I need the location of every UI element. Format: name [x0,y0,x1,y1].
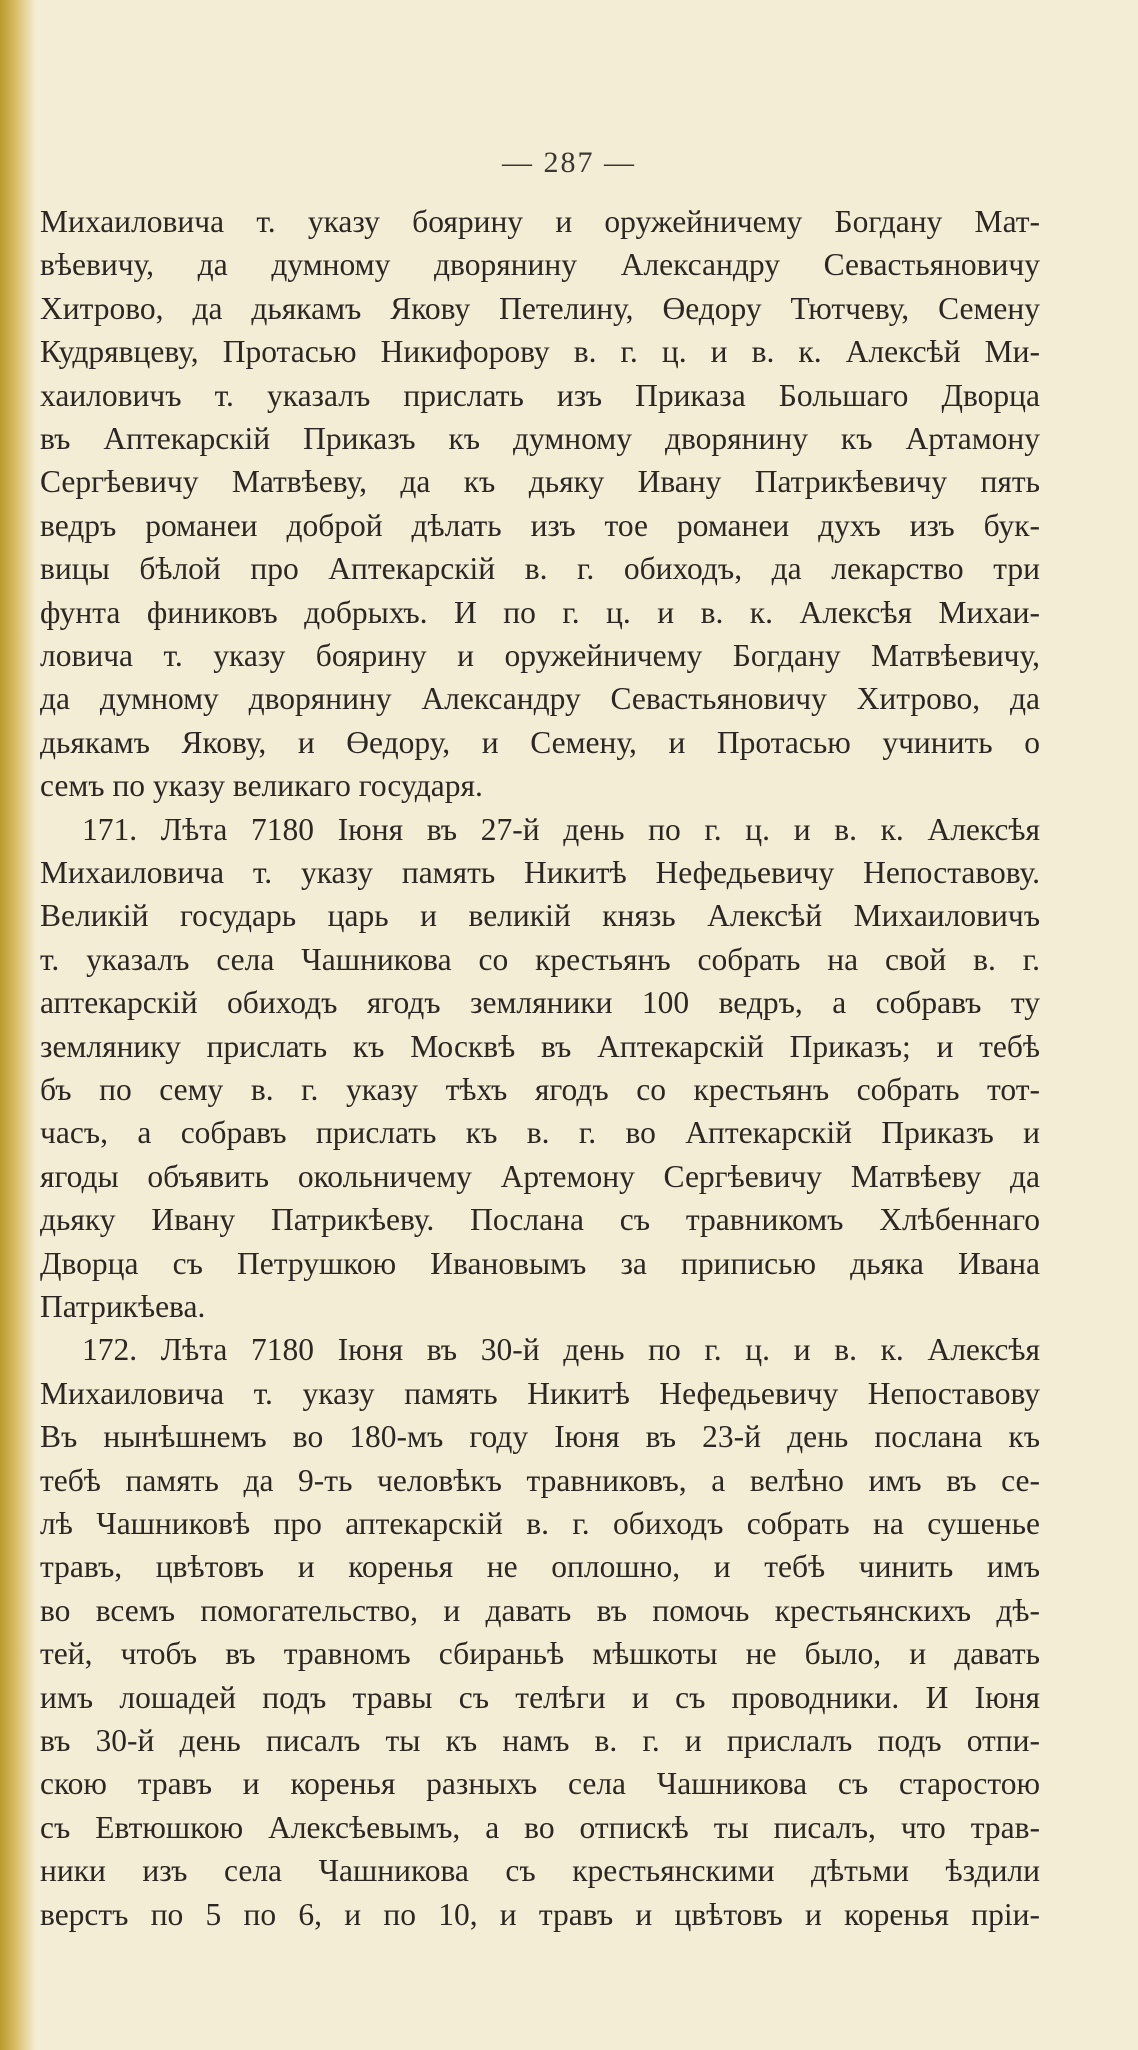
text-line: тебѣ память да 9-ть человѣкъ травниковъ, а велѣно имъ въ се- [40,1462,1040,1498]
text-line: вѣевичу, да думному дворянину Александру Севастьяновичу [40,247,1040,283]
text-line: дьяку Ивану Патрикѣеву. Послана съ травникомъ Хлѣбеннаго [40,1202,1040,1238]
page-gutter-shadow [0,0,36,2050]
text-line: хаиловичъ т. указалъ прислать изъ Приказа Большаго Дворца [40,377,1040,413]
text-line: ники изъ села Чашникова съ крестьянскими дѣтьми ѣздили [40,1853,1040,1889]
text-line: 171. Лѣта 7180 Іюня въ 27-й день по г. ц. и в. к. Алексѣя [82,811,1040,847]
text-line: часъ, а собравъ прислать къ в. г. во Аптекарскій Приказъ и [40,1115,1040,1151]
text-line: землянику прислать къ Москвѣ въ Аптекарскій Приказъ; и тебѣ [40,1028,1040,1064]
text-line: Дворца съ Петрушкою Ивановымъ за приписью дьяка Ивана [40,1245,1040,1281]
text-line: скою травъ и коренья разныхъ села Чашникова съ старостою [40,1766,1040,1802]
text-line: лѣ Чашниковѣ про аптекарскій в. г. обиходъ собрать на сушенье [40,1506,1040,1541]
page-number: — 287 — [502,146,636,179]
text-line: Патрикѣева. [40,1289,206,1324]
text-line: имъ лошадей подъ травы съ телѣги и съ проводники. И Іюня [40,1679,1040,1715]
text-line: Михаиловича т. указу боярину и оружейничему Богдану Мат- [40,204,1040,239]
text-line: 172. Лѣта 7180 Іюня въ 30-й день по г. ц. и в. к. Алексѣя [82,1332,1040,1368]
text-line: въ Аптекарскій Приказъ къ думному дворянину къ Артамону [40,421,1040,456]
text-line: фунта финиковъ добрыхъ. И по г. ц. и в. к. Алексѣя Михаи- [40,594,1040,630]
text-line: во всемъ помогательство, и давать въ помочь крестьянскихъ дѣ- [40,1592,1040,1628]
text-line: Хитрово, да дьякамъ Якову Петелину, Өедору Тютчеву, Семену [40,290,1040,326]
text-line: травъ, цвѣтовъ и коренья не оплошно, и тебѣ чинить имъ [40,1549,1040,1585]
text-line: съ Евтюшкою Алексѣевымъ, а во отпискѣ ты писалъ, что трав- [40,1809,1040,1845]
text-line: Великій государь царь и великій князь Алексѣй Михаиловичъ [40,898,1040,934]
text-line: т. указалъ села Чашникова со крестьянъ собрать на свой в. г. [40,941,1040,977]
text-line: вицы бѣлой про Аптекарскій в. г. обиходъ, да лекарство три [40,551,1040,587]
text-line: ловича т. указу боярину и оружейничему Богдану Матвѣевичу, [40,638,1040,673]
text-line: верстъ по 5 по 6, и по 10, и травъ и цвѣтовъ и коренья пріи- [40,1896,1040,1932]
text-line: семъ по указу великаго государя. [40,768,483,804]
text-line: Кудрявцеву, Протасью Никифорову в. г. ц. и в. к. Алексѣй Ми- [40,334,1040,370]
text-line: въ 30-й день писалъ ты къ намъ в. г. и прислалъ подъ отпи- [40,1723,1040,1758]
text-line: аптекарскій обиходъ ягодъ земляники 100 ведръ, а собравъ ту [40,985,1040,1021]
text-line: ягоды объявить окольничему Артемону Сергѣевичу Матвѣеву да [40,1158,1040,1194]
text-line: Михаиловича т. указу память Никитѣ Нефедьевичу Непоставову [40,1375,1040,1411]
text-line: тей, чтобъ въ травномъ сбираньѣ мѣшкоты не было, и давать [40,1636,1040,1672]
text-line: бъ по сему в. г. указу тѣхъ ягодъ со крестьянъ собрать тот- [40,1072,1040,1107]
text-line: Михаиловича т. указу память Никитѣ Нефедьевичу Непоставову. [40,855,1040,890]
text-line: дьякамъ Якову, и Өедору, и Семену, и Протасью учинить о [40,724,1040,760]
text-line: да думному дворянину Александру Севастьяновичу Хитрово, да [40,681,1040,717]
text-line: ведръ романеи доброй дѣлать изъ тое романеи духъ изъ бук- [40,507,1040,543]
text-line: Сергѣевичу Матвѣеву, да къ дьяку Ивану Патрикѣевичу пять [40,464,1040,500]
text-line: Въ нынѣшнемъ во 180-мъ году Іюня въ 23-й день послана къ [40,1419,1040,1455]
